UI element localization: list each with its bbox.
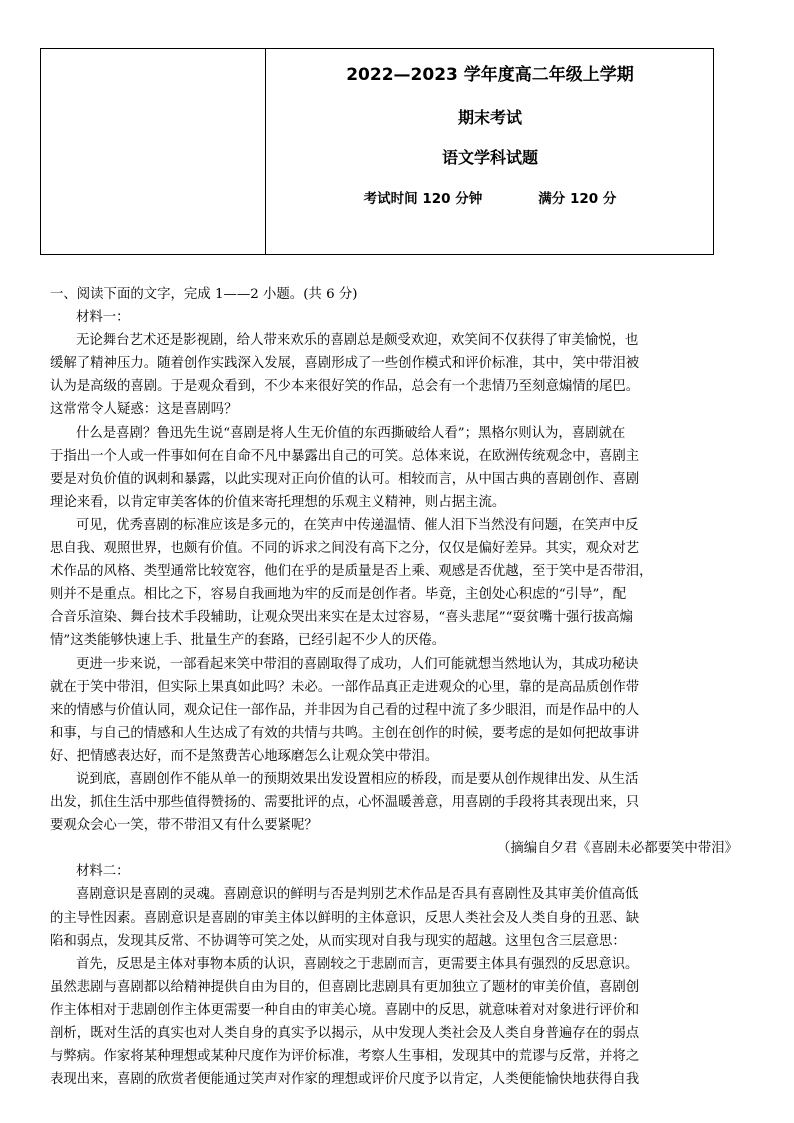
text-line: 更进一步来说，一部看起来笑中带泪的喜剧取得了成功，人们可能就想当然地认为，其成功秘诀 [76, 656, 639, 672]
text-line: 的主导性因素。喜剧意识是喜剧的审美主体以鲜明的主体意识，反思人类社会及人类自身的丑恶、缺 [50, 910, 640, 926]
text-line: （摘编自夕君《喜剧未必都要笑中带泪》 [496, 841, 738, 857]
text-line: 于指出一个人或一件事如何在自命不凡中暴露出自己的可笑。总体来说，在欧洲传统观念中，喜剧主 [50, 448, 640, 464]
text-line: 要是对负价值的讽刺和暴露，以此实现对正向价值的认可。相较而言，从中国古典的喜剧创作、喜剧 [50, 471, 640, 487]
text-line: 则并不是重点。相比之下，容易自我画地为牢的反而是创作者。毕竟，主创处心积虑的“引导”，配 [50, 587, 627, 603]
text-line: 要观众会心一笑，带不带泪又有什么要紧呢？ [50, 818, 318, 834]
exam-time: 考试时间 120 分钟 [363, 191, 483, 207]
text-line: 一、阅读下面的文字，完成 1——2 小题。(共 6 分) [50, 287, 358, 302]
text-line: 思自我、观照世界，也颇有价值。不同的诉求之间没有高下之分，仅仅是偏好差异。其实，观众对艺 [50, 541, 640, 557]
text-line: 理论来看，以肯定审美客体的价值来寄托理想的乐观主义精神，则占据主流。 [50, 494, 506, 510]
text-line: 表现出来，喜剧的欣赏者便能通过笑声对作家的理想或评价尺度予以肯定，人类便能愉快地获得自我 [50, 1072, 640, 1088]
text-line: 陷和弱点，发现其反常、不协调等可笑之处，从而实现对自我与现实的超越。这里包含三层意思： [50, 933, 626, 949]
exam-meta [267, 187, 713, 207]
text-line: 喜剧意识是喜剧的灵魂。喜剧意识的鲜明与否是判别艺术作品是否具有喜剧性及其审美价值高低 [76, 887, 639, 903]
text-line: 出发，抓住生活中那些值得赞扬的、需要批评的点，心怀温暖善意，用喜剧的手段将其表现出来，只 [50, 795, 640, 811]
text-line: 好、把情感表达好，而不是煞费苦心地琢磨怎么让观众笑中带泪。 [50, 748, 439, 764]
text-line: 这常常令人疑惑：这是喜剧吗？ [50, 402, 238, 418]
reading-passage [50, 283, 750, 1091]
text-line: 首先，反思是主体对事物本质的认识，喜剧较之于悲剧而言，更需要主体具有强烈的反思意识。 [76, 956, 639, 972]
text-line: 就在于笑中带泪，但实际上果真如此吗？未必。一部作品真正走进观众的心里，靠的是高品质创作带 [50, 679, 640, 695]
text-line: 材料二： [76, 864, 130, 880]
text-line: 虽然悲剧与喜剧都以给精神提供自由为目的，但喜剧比悲剧具有更加独立了题材的审美价值，喜剧创 [50, 979, 640, 995]
text-line: 说到底，喜剧创作不能从单一的预期效果出发设置相应的桥段，而是要从创作规律出发、从生活 [76, 771, 639, 787]
text-line: 缓解了精神压力。随着创作实践深入发展，喜剧形成了一些创作模式和评价标准，其中，笑中带泪被 [50, 356, 640, 372]
text-line: 什么是喜剧？鲁迅先生说“喜剧是将人生无价值的东西撕破给人看”；黑格尔则认为，喜剧就在 [76, 425, 626, 441]
exam-header-box [40, 48, 714, 255]
full-score: 满分 120 分 [538, 191, 617, 207]
exam-title: 2022—2023 学年度高二年级上学期 [346, 65, 634, 85]
text-line: 合音乐渲染、舞台技术手段辅助，让观众哭出来实在是太过容易，“喜头悲尾”“耍贫嘴十强行拔高煽 [50, 610, 633, 626]
text-line: 剖析，既对生活的真实也对人类自身的真实予以揭示，从中发现人类社会及人类自身普遍存在的弱点 [50, 1026, 640, 1041]
text-line: 来的情感与价值认同，观众记住一部作品，并非因为自己看的过程中流了多少眼泪，而是作品中的人 [50, 702, 640, 718]
text-line: 认为是高级的喜剧。于是观众看到，不少本来很好笑的作品，总会有一个悲情乃至刻意煽情的尾巴。 [50, 379, 640, 395]
text-line: 无论舞台艺术还是影视剧，给人带来欢乐的喜剧总是颇受欢迎，欢笑间不仅获得了审美愉悦，也 [76, 333, 639, 349]
text-line: 可见，优秀喜剧的标准应该是多元的，在笑声中传递温情、催人泪下当然没有问题，在笑声中反 [76, 517, 639, 533]
subject-title: 语文学科试题 [441, 148, 538, 167]
header-divider [265, 49, 266, 254]
text-line: 作主体相对于悲剧创作主体更需要一种自由的审美心境。喜剧中的反思，就意味着对对象进行评价和 [50, 1002, 640, 1018]
text-line: 和事，与自己的情感和人生达成了有效的共情与共鸣。主创在创作的时候，要考虑的是如何把故事讲 [50, 725, 640, 741]
text-line: 情”这类能够快速上手、批量生产的套路，已经引起不少人的厌倦。 [50, 633, 446, 649]
text-line: 术作品的风格、类型通常比较宽容，他们在乎的是质量是否上乘、观感是否优越，至于笑中是否带泪， [50, 564, 653, 580]
text-line: 材料一： [76, 310, 130, 326]
text-line: 与弊病。作家将某种理想或某种尺度作为评价标准，考察人生事相，发现其中的荒谬与反常，并将之 [50, 1049, 640, 1065]
exam-name: 期末考试 [457, 108, 522, 127]
